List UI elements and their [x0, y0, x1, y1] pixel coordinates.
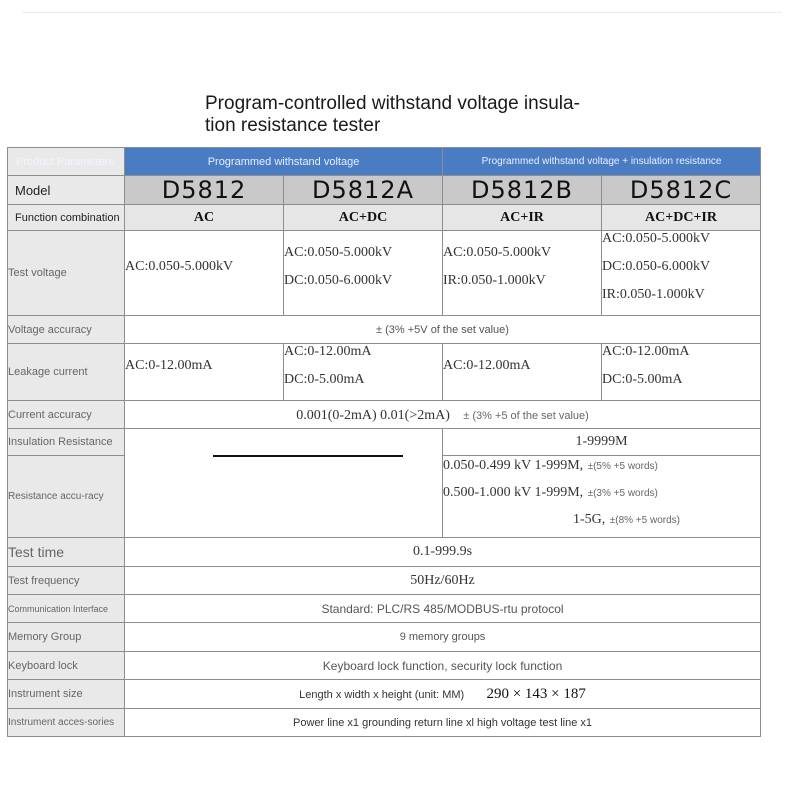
- top-divider: [22, 12, 782, 13]
- model-d5812c: D5812C: [602, 176, 761, 205]
- resistance-accuracy-line: [443, 483, 760, 510]
- function-d5812b: AC+IR: [443, 205, 602, 231]
- model-d5812a: D5812A: [284, 176, 443, 205]
- accessories-label: Instrument acces-sories: [8, 709, 125, 737]
- spec-table: [7, 147, 761, 737]
- resistance-accuracy-note: ±(5% +5 words): [587, 461, 658, 472]
- test-voltage-d5812a: [284, 231, 443, 316]
- communication-label: Communication Interface: [8, 595, 125, 623]
- instrument-size-row: [8, 680, 761, 709]
- leakage-current-value: DC:0-5.00mA: [602, 372, 683, 387]
- voltage-accuracy-row: [8, 316, 761, 344]
- leakage-current-d5812c: [602, 344, 761, 401]
- leakage-current-d5812a: [284, 344, 443, 401]
- function-label: Function combination: [8, 205, 125, 231]
- leakage-current-label: Leakage current: [8, 344, 125, 401]
- not-applicable-line: [213, 455, 403, 457]
- test-voltage-value: AC:0.050-5.000kV: [443, 245, 552, 260]
- header-row: [8, 148, 761, 176]
- resistance-range: 0.500-1.000 kV 1-999M,: [443, 485, 584, 500]
- leakage-current-value: DC:0-5.00mA: [284, 372, 365, 387]
- test-voltage-label: Test voltage: [8, 231, 125, 316]
- function-d5812: AC: [125, 205, 284, 231]
- current-accuracy-label: Current accuracy: [8, 401, 125, 429]
- accessories-row: [8, 709, 761, 737]
- model-row: [8, 176, 761, 205]
- instrument-size-cell: [125, 680, 761, 709]
- test-voltage-value: AC:0.050-5.000kV: [284, 245, 393, 260]
- communication-row: [8, 595, 761, 623]
- test-voltage-value: IR:0.050-1.000kV: [602, 287, 705, 302]
- header-label: Product Parameters: [8, 148, 125, 176]
- instrument-size-label: Instrument size: [8, 680, 125, 709]
- leakage-current-d5812: [125, 344, 284, 401]
- model-d5812b: D5812B: [443, 176, 602, 205]
- test-voltage-value: DC:0.050-6.000kV: [284, 273, 393, 288]
- model-label: Model: [8, 176, 125, 205]
- leakage-current-value: AC:0-12.00mA: [602, 344, 690, 359]
- insulation-resistance-label: Insulation Resistance: [8, 429, 125, 456]
- test-voltage-d5812c: [602, 231, 761, 316]
- resistance-accuracy-line: [443, 510, 760, 537]
- instrument-size-value: Length x width x height (unit: MM): [299, 689, 465, 701]
- instrument-size-dims: 290 × 143 × 187: [486, 686, 586, 702]
- keyboard-lock-label: Keyboard lock: [8, 652, 125, 680]
- test-frequency-label: Test frequency: [8, 567, 125, 595]
- leakage-current-row: [8, 344, 761, 401]
- communication-value: Standard: PLC/RS 485/MODBUS-rtu protocol: [125, 595, 761, 623]
- memory-row: [8, 623, 761, 652]
- leakage-current-d5812b: [443, 344, 602, 401]
- current-accuracy-row: [8, 401, 761, 429]
- test-time-value: 0.1-999.9s: [125, 538, 761, 567]
- page-title: [205, 93, 625, 137]
- keyboard-lock-value: Keyboard lock function, security lock function: [125, 652, 761, 680]
- test-voltage-value: AC:0.050-5.000kV: [602, 231, 711, 246]
- resistance-accuracy-label: Resistance accu-racy: [8, 456, 125, 538]
- title-line-1: Program-controlled withstand voltage insula-: [205, 93, 580, 114]
- voltage-accuracy-label: Voltage accuracy: [8, 316, 125, 344]
- test-voltage-value: IR:0.050-1.000kV: [443, 273, 546, 288]
- insulation-resistance-row: [8, 429, 761, 456]
- insulation-resistance-value: 1-9999M: [443, 429, 761, 456]
- test-frequency-row: [8, 567, 761, 595]
- keyboard-lock-row: [8, 652, 761, 680]
- resistance-accuracy-values: [443, 456, 761, 538]
- test-voltage-row: [8, 231, 761, 316]
- memory-value: 9 memory groups: [125, 623, 761, 652]
- current-accuracy-note: ± (3% +5 of the set value): [463, 409, 589, 422]
- voltage-accuracy-value: ± (3% +5V of the set value): [125, 316, 761, 344]
- header-group-withstand: Programmed withstand voltage: [125, 148, 443, 176]
- test-voltage-value: DC:0.050-6.000kV: [602, 259, 711, 274]
- test-frequency-value: 50Hz/60Hz: [125, 567, 761, 595]
- test-voltage-d5812: [125, 231, 284, 316]
- test-voltage-d5812b: [443, 231, 602, 316]
- test-voltage-value: AC:0.050-5.000kV: [125, 259, 234, 274]
- header-group-withstand-ir: Programmed withstand voltage + insulation resistance: [443, 148, 761, 176]
- resistance-range: 0.050-0.499 kV 1-999M,: [443, 458, 584, 473]
- resistance-range: 1-5G,: [573, 512, 606, 527]
- function-row: [8, 205, 761, 231]
- no-ir-cell: [125, 429, 443, 538]
- function-d5812c: AC+DC+IR: [602, 205, 761, 231]
- resistance-accuracy-line: [443, 456, 760, 483]
- current-accuracy-value: 0.001(0-2mA) 0.01(>2mA): [296, 407, 450, 423]
- function-d5812a: AC+DC: [284, 205, 443, 231]
- accessories-value: Power line x1 grounding return line xl high voltage test line x1: [125, 709, 761, 737]
- title-line-2: tion resistance tester: [205, 115, 381, 136]
- current-accuracy-cell: [125, 401, 761, 429]
- model-d5812: D5812: [125, 176, 284, 205]
- memory-label: Memory Group: [8, 623, 125, 652]
- leakage-current-value: AC:0-12.00mA: [284, 344, 372, 359]
- resistance-accuracy-note: ±(8% +5 words): [609, 515, 680, 526]
- test-time-row: [8, 538, 761, 567]
- leakage-current-value: AC:0-12.00mA: [443, 358, 531, 373]
- leakage-current-value: AC:0-12.00mA: [125, 358, 213, 373]
- test-time-label: Test time: [8, 538, 125, 567]
- resistance-accuracy-note: ±(3% +5 words): [587, 488, 658, 499]
